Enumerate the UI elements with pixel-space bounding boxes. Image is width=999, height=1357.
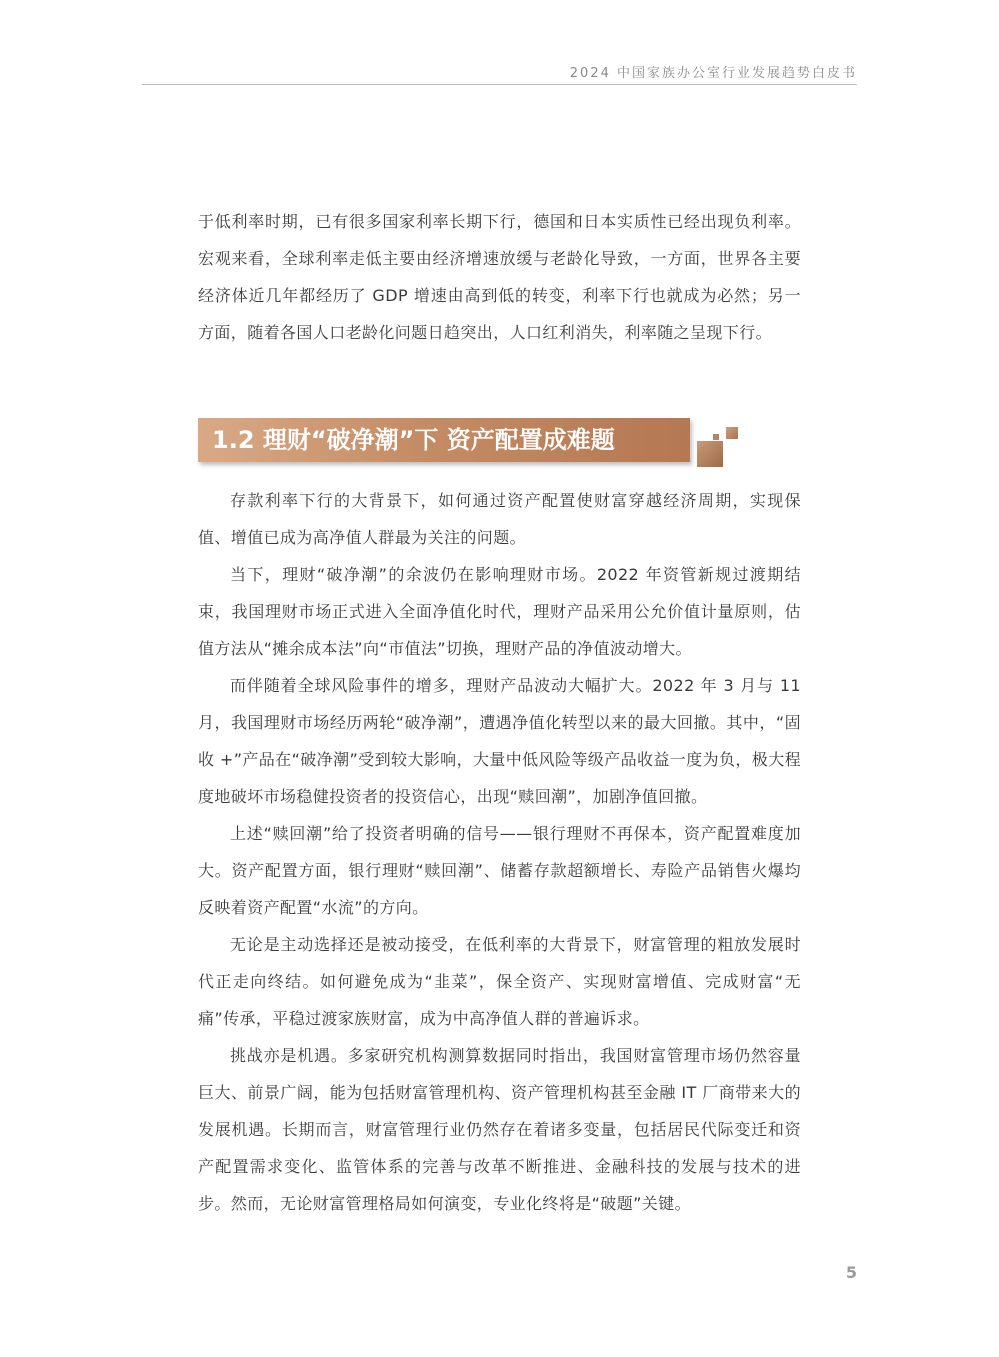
body-paragraph: 挑战亦是机遇。多家研究机构测算数据同时指出，我国财富管理市场仍然容量巨大、前景广阔，能为包括财富管理机构、资产管理机构甚至金融 IT 厂商带来大的发展机遇。长期而言，财富管理行业仍然存在着诸多变量，包括居民代际变迁和资产配置需求变化、监管体系的完善与改革不断推进、金融科技的发展与技术的进步。然而，无论财富管理格局如何演变，专业化终将是“破题”关键。 — [198, 1046, 801, 1213]
body-paragraph: 上述“赎回潮”给了投资者明确的信号——银行理财不再保本，资产配置难度加大。资产配置方面，银行理财“赎回潮”、储蓄存款超额增长、寿险产品销售火爆均反映着资产配置“水流”的方向。 — [198, 824, 801, 917]
decorative-square-medium — [726, 427, 738, 439]
section-heading-banner — [198, 418, 690, 462]
body-paragraph: 当下，理财“破净潮”的余波仍在影响理财市场。2022 年资管新规过渡期结束，我国理财市场正式进入全面净值化时代，理财产品采用公允价值计量原则，估值方法从“摊余成本法”向“市值法”切换，理财产品的净值波动增大。 — [198, 565, 801, 658]
running-header-title: 2024 中国家族办公室行业发展趋势白皮书 — [569, 66, 857, 81]
page-number: 5 — [845, 1263, 857, 1282]
header-divider — [142, 84, 857, 85]
section-heading-text: 1.2 理财“破净潮”下 资产配置成难题 — [212, 426, 615, 454]
section-body — [198, 482, 801, 1222]
intro-paragraph: 于低利率时期，已有很多国家利率长期下行，德国和日本实质性已经出现负利率。宏观来看，全球利率走低主要由经济增速放缓与老龄化导致，一方面，世界各主要经济体近几年都经历了 GDP 增速由高到低的转变，利率下行也就成为必然；另一方面，随着各国人口老龄化问题日趋突出，人口红利消失，利率随之呈现下行。 — [198, 212, 801, 342]
decorative-square-large — [697, 441, 723, 467]
body-paragraph: 而伴随着全球风险事件的增多，理财产品波动大幅扩大。2022 年 3 月与 11 月，我国理财市场经历两轮“破净潮”，遭遇净值化转型以来的最大回撤。其中，“固收 +”产品在“破净潮”受到较大影响，大量中低风险等级产品收益一度为负，极大程度地破坏市场稳健投资者的投资信心，出现“赎回潮”，加剧净值回撤。 — [198, 676, 801, 806]
body-paragraph: 无论是主动选择还是被动接受，在低利率的大背景下，财富管理的粗放发展时代正走向终结。如何避免成为“韭菜”，保全资产、实现财富增值、完成财富“无痛”传承，平稳过渡家族财富，成为中高净值人群的普遍诉求。 — [198, 935, 801, 1028]
intro-text — [198, 203, 801, 351]
decorative-square-small — [713, 434, 719, 440]
body-paragraph: 存款利率下行的大背景下，如何通过资产配置使财富穿越经济周期，实现保值、增值已成为高净值人群最为关注的问题。 — [198, 491, 801, 547]
